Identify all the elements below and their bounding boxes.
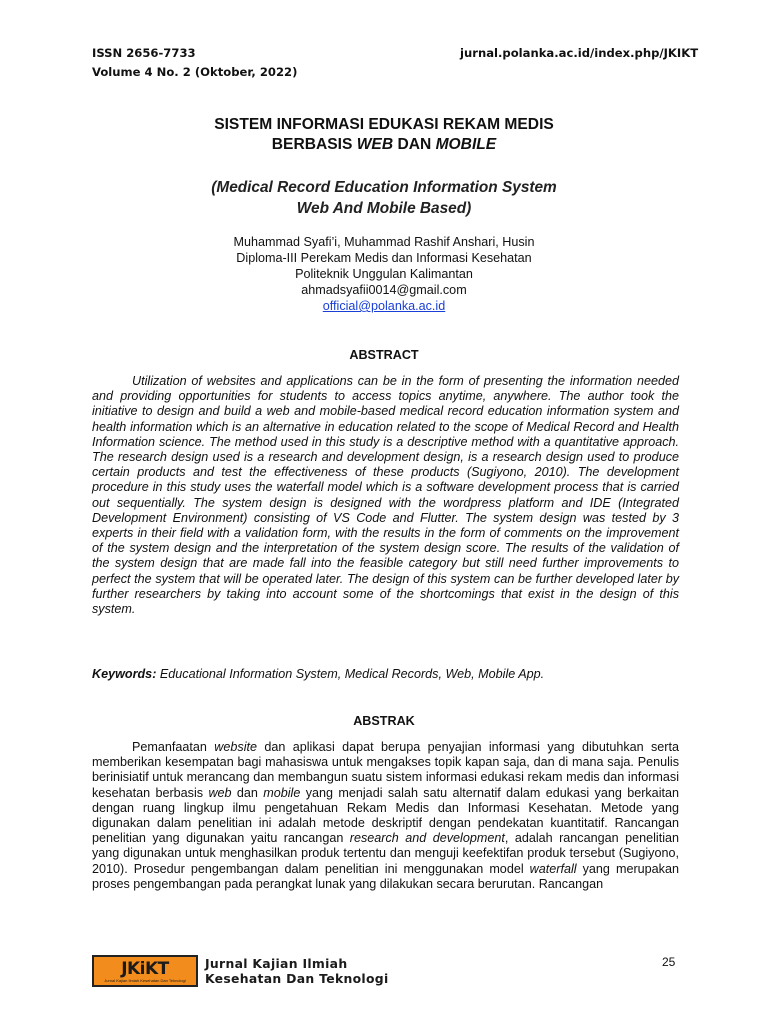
english-title-line-2: Web And Mobile Based) [296,200,472,217]
volume-info: Volume 4 No. 2 (Oktober, 2022) [92,65,298,79]
author-names: Muhammad Syafi’i, Muhammad Rashif Anshari, Husin [233,235,535,249]
keywords-label: Keywords: [92,667,157,681]
author-block [0,234,768,314]
page-number: 25 [662,955,676,969]
journal-logo: JKiKT Jurnal Kajian Ilmiah Kesehatan Dan Teknologi [92,955,198,987]
journal-name: Jurnal Kajian Ilmiah Kesehatan Dan Teknologi [205,956,389,986]
abstrak-text: Pemanfaatan website dan aplikasi dapat berupa penyajian informasi yang dibutuhkan serta memberikan kesempatan bagi mahasiswa untuk mengakses topik kapan saja, dan di mana saja. Penulis berinisiatif untuk merancang dan membangun suatu sistem informasi edukasi rekam medis dan informasi kesehatan berbasis web dan mobile yang menjadi salah satu alternatif dalam edukasi yang berkaitan dengan ruang lingkup ilmu pengetahuan Rekam Medis dan Informasi Kesehatan. Metode yang digunakan dalam penelitian ini adalah metode deskriptif dengan pendekatan kuantitatif. Rancangan penelitian yang digunakan yaitu rancangan research and development, adalah rancangan penelitian yang digunakan untuk menghasilkan produk tertentu dan menguji keefektifan produk tersebut (Sugiyono, 2010). Prosedur pengembangan dalam penelitian ini menggunakan model waterfall yang merupakan proses pengembangan pada perangkat lunak yang dilakukan secara berurutan. Rancangan [92,740,680,891]
keywords-text: Educational Information System, Medical Records, Web, Mobile App. [159,667,545,681]
author-email: ahmadsyafii0014@gmail.com [301,283,467,297]
abstract-heading: ABSTRACT [349,348,419,362]
journal-url[interactable]: jurnal.polanka.ac.id/index.php/JKIKT [460,46,699,60]
abstrak-heading: ABSTRAK [353,714,415,728]
page-title [0,115,768,155]
keywords [92,667,692,681]
official-email-link[interactable]: official@polanka.ac.id [322,299,446,313]
english-title-line-1: (Medical Record Education Information System [211,179,557,196]
title-line-1: SISTEM INFORMASI EDUKASI REKAM MEDIS [214,116,554,133]
issn: ISSN 2656-7733 [92,46,196,60]
title-line-2: BERBASIS WEB DAN MOBILE [271,136,497,153]
author-institution: Politeknik Unggulan Kalimantan [295,267,473,281]
english-title [0,177,768,219]
abstract-text: Utilization of websites and applications can be in the form of presenting the information needed and providing opportunities for students to access topics anytime, anywhere. The author took the initiative to design and build a web and mobile-based medical record education information system and health information which is an alternative in education related to the scope of Medical Record and Health Information science. The method used in this study is a descriptive method with a quantitative approach. The research design used is a research and development design, is a research design used to produce certain products and test the effectiveness of these products (Sugiyono, 2010). The development procedure in this study uses the waterfall model which is a software development process that is carried out sequentially. The system design is designed with the wordpress platform and IDE (Integrated Development Environment) consisting of VS Code and Flutter. The system design was tested by 3 experts in their field with a validation form, with the results in the form of comments on the improvement of the system design and the interpretation of the system design score. The results of the validation of the system design that are made fall into the feasible category but still need further improvements to perfect the system that will be operated later. The design of this system can be further developed later by further researchers by taking into account some of the shortcomings that exist in the design of this system. [92,374,679,617]
author-program: Diploma-III Perekam Medis dan Informasi Kesehatan [236,251,532,265]
